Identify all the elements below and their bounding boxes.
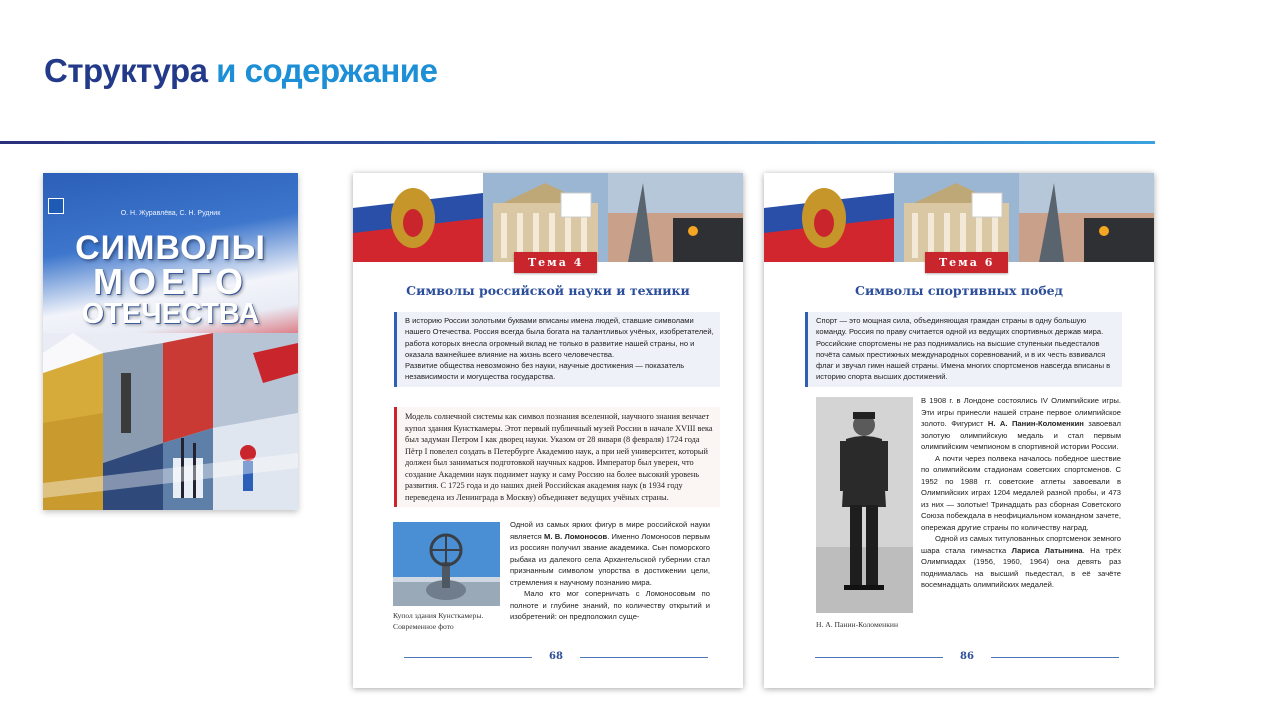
body-paragraph-3 xyxy=(921,533,1121,591)
body-p3-text-a: Одной из самых титулованных спортсменок земного шара стала гимнастка xyxy=(921,534,1121,555)
page-banner-image xyxy=(764,173,1154,262)
body-text xyxy=(921,395,1121,591)
cover-title-line3: ОТЕЧЕСТВА xyxy=(81,298,260,330)
cover-title-line2: МОЕГО xyxy=(93,261,248,302)
cover-authors: О. Н. Журавлёва, С. Н. Рудник xyxy=(120,210,221,217)
intro-paragraph-1: В историю России золотыми буквами вписаны имена людей, ставшие символами нашего Отечества. Россия всегда была богата на талантливых учёных, изобретателей, работа которых внесла огромный вклад не только в развитие нашей страны, но и оказала важнейшее влияние на жизнь всего человечества. xyxy=(405,316,714,359)
footer-line-left xyxy=(404,657,532,658)
panin-kolomenkin-photo xyxy=(816,397,913,613)
body-paragraph-2: Мало кто мог соперничать с Ломоносовым по полноте и глубине знаний, по количеству открытий и изобретений: он предположил суще- xyxy=(510,589,710,621)
photo-caption: Купол здания Кунсткамеры. Современное фото xyxy=(393,611,484,631)
page-number: 68 xyxy=(549,651,563,662)
slide-title xyxy=(44,52,437,90)
body-p1-text-b: . Именно Ломоносов первым из россиян получил звание академика. Сын поморского рыбака из далекого села Архангельской губернии стал признанным символом упорства в достижении цели, стремления к научному познанию мира. xyxy=(510,531,710,587)
slide-title-part1: Структура xyxy=(44,52,208,89)
intro-paragraph-2: Развитие общества невозможно без науки, научные достижения — показатель независимости и могущества государства. xyxy=(405,361,685,382)
body-paragraph-1 xyxy=(921,395,1121,453)
textbook-page-86 xyxy=(764,173,1154,688)
page-number: 86 xyxy=(960,651,974,662)
body-p1-bold: М. В. Ломоносов xyxy=(544,531,608,541)
footer-line-right xyxy=(991,657,1119,658)
body-p1-bold: Н. А. Панин-Коломенкин xyxy=(987,419,1084,428)
cover-title-line1: СИМВОЛЫ xyxy=(75,229,266,267)
book-cover xyxy=(43,173,298,510)
body-paragraph-1 xyxy=(510,519,710,588)
page-banner-image xyxy=(353,173,743,262)
textbook-page-68 xyxy=(353,173,743,688)
title-divider xyxy=(0,141,1155,144)
intro-box xyxy=(394,312,720,387)
body-p1-text-b: завоевал золотую олимпийскую медаль и стал первым олимпийским чемпионом в спортивной истории России. xyxy=(921,419,1121,451)
footer-line-left xyxy=(815,657,943,658)
topic-badge: Тема 4 xyxy=(514,252,597,273)
highlight-box: Модель солнечной системы как символ познания вселенной, научного знания венчает купол здания Кунсткамеры. Этот первый публичный музей России в начале XVIII века был задуман Петром I как дворец науки. Указом от 28 января (8 февраля) 1724 года Пётр I повелел создать в Петербурге Академию наук, а при ней университет, который должен был заниматься подготовкой научных кадров. Император был уверен, что создание Академии наук поднимет науку и саму Россию на более высокий уровень развития. С 1725 года и до наших дней Российская академия наук (в 1934 году переведена из Ленинграда в Москву) объединяет ведущих учёных страны. xyxy=(394,407,720,507)
slide-title-part2: и содержание xyxy=(216,52,438,89)
body-p3-bold: Лариса Латынина xyxy=(1011,545,1083,555)
footer-line-right xyxy=(580,657,708,658)
body-text xyxy=(510,519,710,623)
intro-box: Спорт — это мощная сила, объединяющая граждан страны в одну большую команду. Россия по праву считается одной из ведущих спортивных держав мира. Российские спортсмены не раз поднимались на высшие ступеньки пьедесталов почёта самых престижных международных соревнований, и в их честь взвивался флаг и звучал гимн нашей страны. Имена многих спортсменов навсегда вписаны в историю спорта высших достижений. xyxy=(805,312,1122,387)
cover-photo-collage xyxy=(43,333,298,510)
body-p3-text-b: . На трёх Олимпиадах (1956, 1960, 1964) она девять раз поднималась на высший пьедестал, в её зачёте восемнадцать олимпийских медалей. xyxy=(921,545,1121,589)
topic-badge: Тема 6 xyxy=(925,252,1008,273)
page-title: Символы спортивных побед xyxy=(855,283,1063,298)
body-paragraph-2: А почти через полвека началось победное шествие по олимпийским стадионам советских спортсменов. С 1952 по 1988 гг. советские атлеты завоевали в Олимпийских играх 1204 медалей разной пробы, и 473 из них — золотые! Тринадцать раз сборная Советского Союза побеждала в неофициальном командном зачете, опережая другие страны по количеству наград. xyxy=(921,453,1121,532)
body-p1-text-a: В 1908 г. в Лондоне состоялись IV Олимпийские игры. Эти игры принесли нашей стране первое олимпийское золото. Фигурист xyxy=(921,396,1121,428)
kunstkamera-dome-photo xyxy=(393,522,500,606)
body-p1-text-a: Одной из самых ярких фигур в мире российской науки является xyxy=(510,520,710,541)
photo-caption: Н. А. Панин-Коломенкин xyxy=(816,620,899,629)
page-title: Символы российской науки и техники xyxy=(406,283,690,298)
